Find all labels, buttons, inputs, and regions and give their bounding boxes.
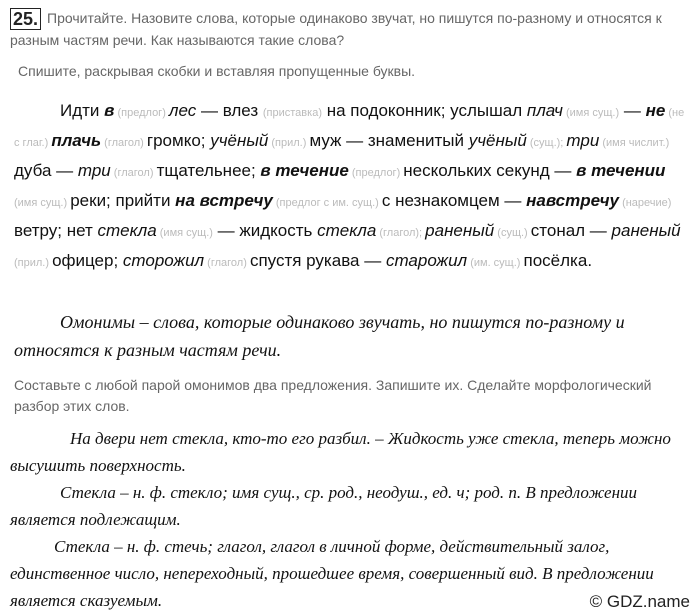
grammar-note: (предлог) <box>114 107 169 119</box>
answer-text-segment: посёлка. <box>523 251 593 270</box>
homonym-word: раненый <box>611 221 681 240</box>
grammar-note: (имя числит.) <box>599 137 670 149</box>
task-instruction: Прочитайте. Назовите слова, которые одинаково звучат, но пишутся по-разному и относятся к разным частям речи. Как называются такие слова? <box>10 10 662 48</box>
grammar-note: (не с глаг.) <box>14 107 685 149</box>
answer-text-segment: реки; прийти <box>70 191 176 210</box>
task-number: 25. <box>10 8 41 30</box>
homonym-word: не <box>645 101 666 120</box>
homonym-definition: Омонимы – слова, которые одинаково звучать, но пишутся по-разному и относятся к разным частям речи. <box>14 312 625 360</box>
answer2-parse-1: Стекла – н. ф. стекло; имя сущ., ср. род., неодуш., ед. ч; род. п. В предложении является подлежащим. <box>10 483 638 529</box>
grammar-note: (сущ.); <box>526 137 567 149</box>
grammar-note: (имя сущ.) <box>14 197 71 209</box>
grammar-note: (предлог) <box>348 167 404 179</box>
grammar-note: (предлог с им. сущ.) <box>272 197 382 209</box>
grammar-note: (глагол); <box>376 227 426 239</box>
answer-text-segment: нескольких секунд — <box>403 161 577 180</box>
answer-text-segment: громко; <box>146 131 211 150</box>
grammar-note: (имя сущ.) <box>562 107 620 119</box>
homonym-word: в течении <box>576 161 666 180</box>
answer-text-segment: офицер; <box>52 251 123 270</box>
task2-instruction: Составьте с любой парой омонимов два предложения. Запишите их. Сделайте морфологический разбор этих слов. <box>14 377 652 414</box>
homonym-word: сторожил <box>122 251 205 270</box>
answer2-sentences: На двери нет стекла, кто-то его разбил. – Жидкость уже стекла, теперь можно высушить поверхность. <box>10 429 671 475</box>
answer-text-segment: с незнакомцем — <box>381 191 527 210</box>
grammar-note: (имя сущ.) <box>156 227 213 239</box>
grammar-note: (прил.) <box>268 137 310 149</box>
answer-text-segment: спустя рукава — <box>249 251 386 270</box>
answer2 <box>10 425 690 614</box>
task-instruction-2: Спишите, раскрывая скобки и вставляя пропущенные буквы. <box>18 63 416 79</box>
homonym-word: плачь <box>51 131 102 150</box>
task-header <box>10 8 690 51</box>
answer2-parse-2: Стекла – н. ф. стечь; глагол, глагол в личной форме, действительный залог, единственное число, непереходный, прошедшее время, совершенный вид. В предложении является сказуемым. <box>10 537 654 610</box>
watermark: © GDZ.name <box>589 592 690 611</box>
answer-text-segment: муж — знаменитый <box>309 131 469 150</box>
grammar-note: (прил.) <box>14 257 53 269</box>
grammar-note: (глагол) <box>101 137 147 149</box>
grammar-note: (им. сущ.) <box>467 257 524 269</box>
homonym-word: лес <box>168 101 197 120</box>
grammar-note: (приставка) <box>262 107 322 119</box>
grammar-note: (сущ.) <box>494 227 531 239</box>
homonym-word: в <box>104 101 115 120</box>
answer-text-segment: на подоконник; услышал <box>321 101 527 120</box>
answer-text-segment: ветру; нет <box>14 221 98 240</box>
grammar-note: (наречие) <box>619 197 672 209</box>
answer-text-segment: тщательнее; <box>156 161 261 180</box>
answer-text-segment: — <box>619 101 646 120</box>
answer-text-segment: Идти <box>60 101 105 120</box>
answer-text-segment: — влез <box>196 101 263 120</box>
homonym-word: плач <box>526 101 563 120</box>
answer-text-segment: — жидкость <box>212 221 318 240</box>
homonym-word: учёный <box>210 131 269 150</box>
homonym-word: стекла <box>317 221 377 240</box>
homonym-word: в течение <box>260 161 349 180</box>
homonym-word: старожил <box>385 251 468 270</box>
homonym-word: стекла <box>97 221 157 240</box>
homonym-word: на встречу <box>175 191 273 210</box>
homonym-word: навстречу <box>526 191 620 210</box>
homonym-word: раненый <box>425 221 495 240</box>
grammar-note: (глагол) <box>204 257 250 269</box>
homonym-word: три <box>77 161 111 180</box>
answer-text-segment: стонал — <box>530 221 612 240</box>
answer-text-segment: дуба — <box>14 161 78 180</box>
grammar-note: (глагол) <box>110 167 157 179</box>
answer-text <box>14 97 686 277</box>
homonym-word: три <box>566 131 600 150</box>
homonym-word: учёный <box>468 131 527 150</box>
